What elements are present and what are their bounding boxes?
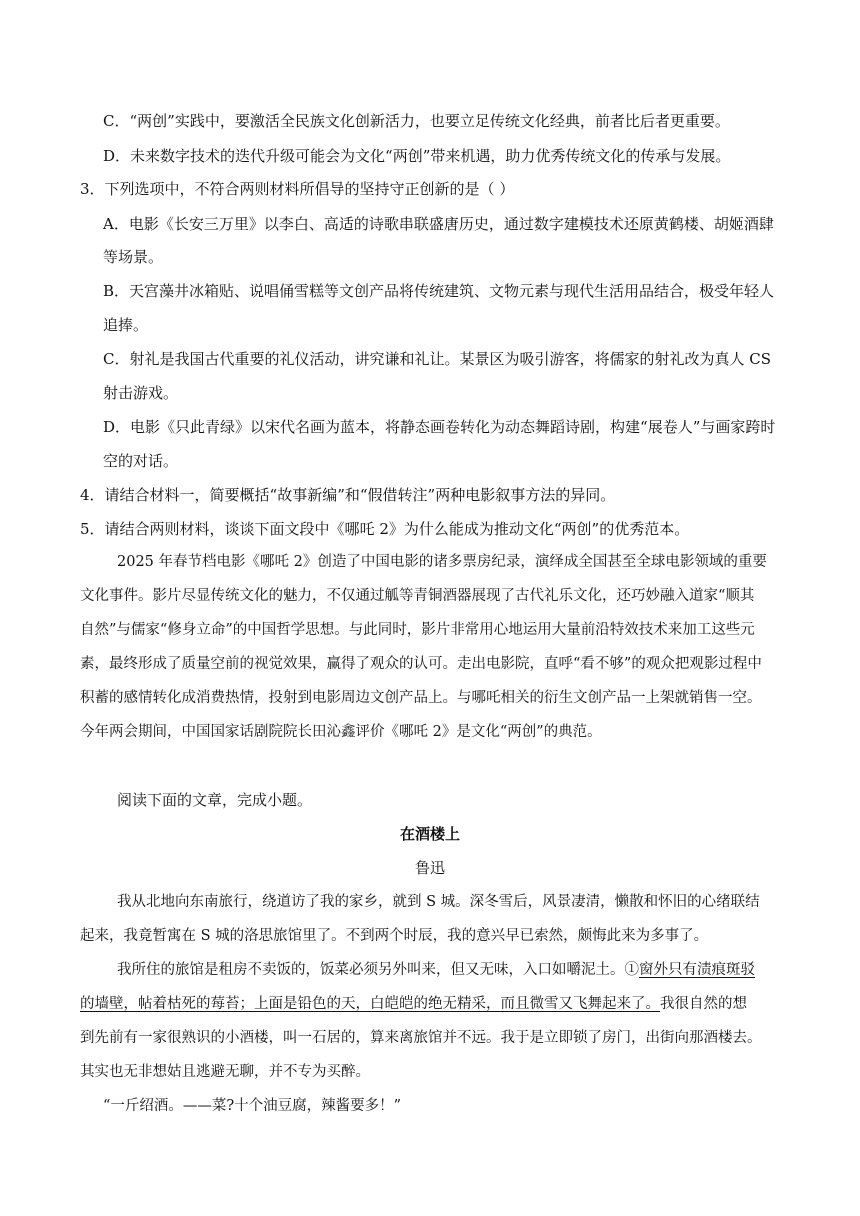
question-4: 4．请结合材料一，简要概括“故事新编”和“假借转注”两种电影叙事方法的异同。 xyxy=(80,486,616,504)
article-line: 起来，我竟暂寓在 S 城的洛思旅馆里了。不到两个时辰，我的意兴早已索然，颇悔此来为多事了。 xyxy=(80,928,709,944)
passage-line: 2025 年春节档电影《哪吒 2》创造了中国电影的诸多票房纪录，演绎成全国甚至全球电影领域的重要 xyxy=(117,554,767,570)
passage-line: 文化事件。影片尽显传统文化的魅力，不仅通过觚等青铜酒器展现了古代礼乐文化，还巧妙融入道家“顺其 xyxy=(80,588,755,604)
article-title: 在酒楼上 xyxy=(399,825,460,843)
underlined-sentence-1: 窗外只有渍痕斑驳 xyxy=(639,962,755,978)
article-author: 鲁迅 xyxy=(414,859,445,877)
reading-instruction: 阅读下面的文章，完成小题。 xyxy=(117,791,313,809)
option-line: A．电影《长安三万里》以李白、高适的诗歌串联盛唐历史，通过数字建模技术还原黄鹤楼、胡姬酒肆 xyxy=(103,215,774,233)
underlined-sentence-1-continued: 的墙壁，帖着枯死的莓苔；上面是铅色的天，白皑皑的绝无精采，而且微雪又飞舞起来了。 xyxy=(80,996,660,1012)
article-line xyxy=(80,994,747,1014)
passage-line: 自然”与儒家“修身立命”的中国哲学思想。与此同时，影片非常用心地运用大量前沿特效技术来加工这些元 xyxy=(80,622,755,638)
option-line: C．“两创”实践中，要激活全民族文化创新活力，也要立足传统文化经典，前者比后者更重要。 xyxy=(103,112,730,130)
passage-line: 积蓄的感情转化成消费热情，投射到电影周边文创产品上。与哪吒相关的衍生文创产品一上架就销售一空。 xyxy=(80,690,762,706)
article-line: 我从北地向东南旅行，绕道访了我的家乡，就到 S 城。深冬雪后，风景凄清，懒散和怀旧的心绪联结 xyxy=(117,894,760,910)
article-line: 到先前有一家很熟识的小酒楼，叫一石居的，算来离旅馆并不远。我于是立即锁了房门，出街向那酒楼去。 xyxy=(80,1030,762,1046)
option-line-continued: 射击游戏。 xyxy=(103,384,179,402)
dialogue-line: “一斤绍酒。——菜?十个油豆腐，辣酱要多！” xyxy=(103,1098,402,1114)
passage-line: 素，最终形成了质量空前的视觉效果，赢得了观众的认可。走出电影院，直呼“看不够”的观众把观影过程中 xyxy=(80,656,762,672)
question-3: 3．下列选项中，不符合两则材料所倡导的坚持守正创新的是（ ） xyxy=(80,180,515,198)
article-line xyxy=(117,960,755,980)
article-text: 我所住的旅馆是租房不卖饭的，饭菜必须另外叫来，但又无味，入口如嚼泥土。① xyxy=(117,962,639,978)
option-line: C．射礼是我国古代重要的礼仪活动，讲究谦和礼让。某景区为吸引游客，将儒家的射礼改为真人 CS xyxy=(103,350,772,368)
passage-line: 今年两会期间，中国国家话剧院院长田沁鑫评价《哪吒 2》是文化“两创”的典范。 xyxy=(80,724,602,740)
article-line: 其实也无非想姑且逃避无聊，并不专为买醉。 xyxy=(80,1064,370,1080)
question-5: 5．请结合两则材料，谈谈下面文段中《哪吒 2》为什么能成为推动文化“两创”的优秀范本。 xyxy=(80,520,690,538)
option-line: D．未来数字技术的迭代升级可能会为文化“两创”带来机遇，助力优秀传统文化的传承与发展。 xyxy=(103,147,731,165)
option-line: B．天宫藻井冰箱贴、说唱俑雪糕等文创产品将传统建筑、文物元素与现代生活用品结合，极受年轻人 xyxy=(103,282,775,300)
option-line-continued: 追捧。 xyxy=(103,316,149,334)
option-line-continued: 空的对话。 xyxy=(103,452,179,470)
article-text: 我很自然的想 xyxy=(660,996,747,1012)
option-line: D．电影《只此青绿》以宋代名画为蓝本，将静态画卷转化为动态舞蹈诗剧，构建“展卷人”与画家跨时 xyxy=(103,418,776,436)
option-line-continued: 等场景。 xyxy=(103,248,164,266)
